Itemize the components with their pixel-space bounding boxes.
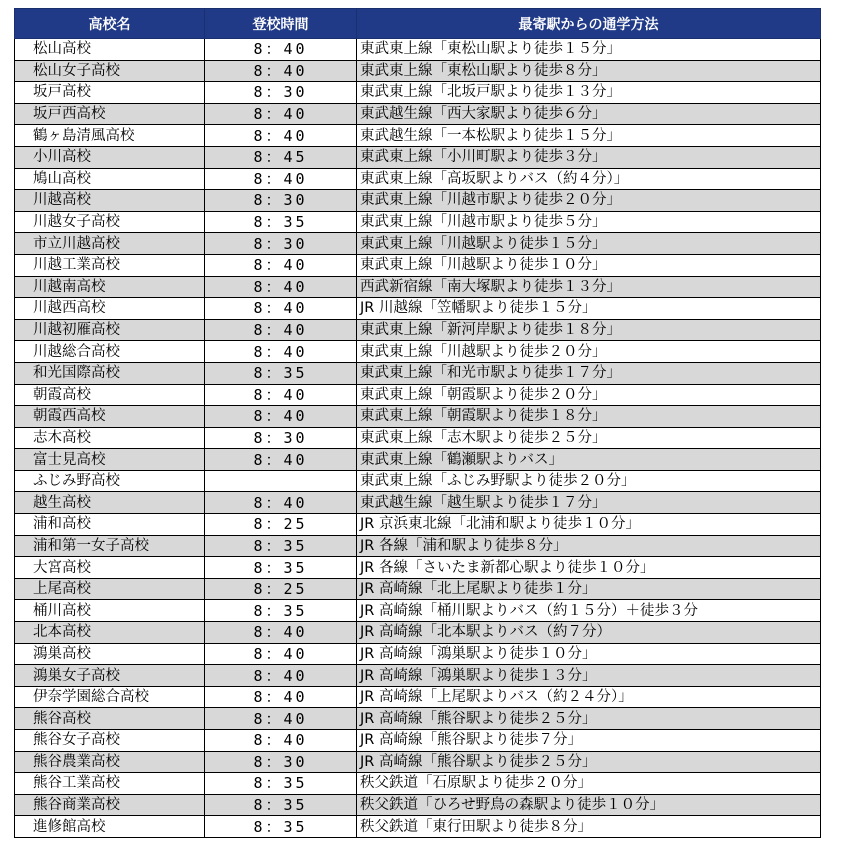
arrival-time-cell: 8：40 — [205, 341, 357, 363]
table-row — [15, 557, 821, 579]
commute-route-cell: 東武東上線「北坂戸駅より徒歩１３分」 — [357, 82, 821, 104]
school-name-cell: 富士見高校 — [15, 449, 205, 471]
school-name-cell: 川越総合高校 — [15, 341, 205, 363]
commute-route-cell: JR 高崎線「鴻巣駅より徒歩１０分」 — [357, 643, 821, 665]
school-name-cell: 浦和第一女子高校 — [15, 535, 205, 557]
table-row — [15, 794, 821, 816]
arrival-time-cell: 8：40 — [205, 384, 357, 406]
table-row — [15, 233, 821, 255]
table-row — [15, 211, 821, 233]
arrival-time-cell: 8：35 — [205, 773, 357, 795]
arrival-time-cell: 8：40 — [205, 39, 357, 61]
commute-route-cell: 東武越生線「越生駅より徒歩１７分」 — [357, 492, 821, 514]
school-name-cell: 熊谷女子高校 — [15, 730, 205, 752]
table-row — [15, 319, 821, 341]
school-name-cell: 熊谷工業高校 — [15, 773, 205, 795]
commute-route-cell: JR 高崎線「上尾駅よりバス（約２４分）」 — [357, 686, 821, 708]
arrival-time-cell: 8：40 — [205, 254, 357, 276]
commute-route-cell: 東武東上線「和光市駅より徒歩１７分」 — [357, 362, 821, 384]
arrival-time-cell: 8：25 — [205, 578, 357, 600]
arrival-time-cell: 8：30 — [205, 427, 357, 449]
arrival-time-cell: 8：40 — [205, 665, 357, 687]
commute-route-cell: 東武越生線「西大家駅より徒歩６分」 — [357, 103, 821, 125]
school-name-cell: 熊谷商業高校 — [15, 794, 205, 816]
header-row — [15, 9, 821, 39]
table-row — [15, 514, 821, 536]
table-row — [15, 125, 821, 147]
arrival-time-cell: 8：45 — [205, 146, 357, 168]
table-row — [15, 362, 821, 384]
school-name-cell: 上尾高校 — [15, 578, 205, 600]
school-name-cell: ふじみ野高校 — [15, 470, 205, 492]
school-name-cell: 朝霞高校 — [15, 384, 205, 406]
school-name-cell: 市立川越高校 — [15, 233, 205, 255]
commute-route-cell: JR 高崎線「北上尾駅より徒歩１分」 — [357, 578, 821, 600]
commute-route-cell: 東武東上線「東松山駅より徒歩８分」 — [357, 60, 821, 82]
table-row — [15, 298, 821, 320]
arrival-time-cell: 8：40 — [205, 449, 357, 471]
school-name-cell: 北本高校 — [15, 622, 205, 644]
school-name-cell: 川越高校 — [15, 190, 205, 212]
table-row — [15, 578, 821, 600]
table-row — [15, 600, 821, 622]
school-name-cell: 志木高校 — [15, 427, 205, 449]
table-row — [15, 751, 821, 773]
table-header — [15, 9, 821, 39]
arrival-time-cell: 8：35 — [205, 362, 357, 384]
commute-route-cell: 東武東上線「東松山駅より徒歩１５分」 — [357, 39, 821, 61]
school-name-cell: 進修館高校 — [15, 816, 205, 838]
table-row — [15, 39, 821, 61]
school-name-cell: 和光国際高校 — [15, 362, 205, 384]
table-row — [15, 773, 821, 795]
header-commute-route: 最寄駅からの通学方法 — [357, 9, 821, 39]
commute-route-cell: 東武東上線「川越駅より徒歩２０分」 — [357, 341, 821, 363]
commute-route-cell: 東武東上線「ふじみ野駅より徒歩２０分」 — [357, 470, 821, 492]
table-row — [15, 470, 821, 492]
table-row — [15, 622, 821, 644]
school-name-cell: 鴻巣女子高校 — [15, 665, 205, 687]
commute-route-cell: JR 高崎線「北本駅よりバス（約７分） — [357, 622, 821, 644]
table-row — [15, 686, 821, 708]
arrival-time-cell: 8：25 — [205, 514, 357, 536]
table-row — [15, 708, 821, 730]
commute-route-cell: 東武東上線「朝霞駅より徒歩２０分」 — [357, 384, 821, 406]
commute-route-cell: 秩父鉄道「石原駅より徒歩２０分」 — [357, 773, 821, 795]
commute-route-cell: 東武東上線「川越駅より徒歩１５分」 — [357, 233, 821, 255]
school-name-cell: 坂戸西高校 — [15, 103, 205, 125]
school-name-cell: 朝霞西高校 — [15, 406, 205, 428]
commute-route-cell: 秩父鉄道「ひろせ野鳥の森駅より徒歩１０分」 — [357, 794, 821, 816]
table-row — [15, 665, 821, 687]
arrival-time-cell: 8：35 — [205, 600, 357, 622]
school-name-cell: 川越南高校 — [15, 276, 205, 298]
arrival-time-cell: 8：40 — [205, 708, 357, 730]
school-name-cell: 大宮高校 — [15, 557, 205, 579]
school-name-cell: 川越工業高校 — [15, 254, 205, 276]
commute-route-cell: 東武東上線「鶴瀬駅よりバス」 — [357, 449, 821, 471]
commute-route-cell: 東武東上線「川越市駅より徒歩５分」 — [357, 211, 821, 233]
arrival-time-cell: 8：30 — [205, 190, 357, 212]
arrival-time-cell: 8：40 — [205, 492, 357, 514]
commute-route-cell: 東武東上線「高坂駅よりバス（約４分）」 — [357, 168, 821, 190]
arrival-time-cell: 8：40 — [205, 125, 357, 147]
school-name-cell: 鴻巣高校 — [15, 643, 205, 665]
arrival-time-cell: 8：40 — [205, 622, 357, 644]
arrival-time-cell: 8：30 — [205, 233, 357, 255]
school-name-cell: 鳩山高校 — [15, 168, 205, 190]
table-row — [15, 643, 821, 665]
commute-route-cell: 東武東上線「川越駅より徒歩１０分」 — [357, 254, 821, 276]
school-name-cell: 川越女子高校 — [15, 211, 205, 233]
commute-route-cell: 秩父鉄道「東行田駅より徒歩８分」 — [357, 816, 821, 838]
table-row — [15, 816, 821, 838]
table-row — [15, 535, 821, 557]
header-school-name: 高校名 — [15, 9, 205, 39]
arrival-time-cell: 8：40 — [205, 276, 357, 298]
commute-route-cell: 東武東上線「朝霞駅より徒歩１８分」 — [357, 406, 821, 428]
commute-table — [14, 8, 821, 838]
school-name-cell: 浦和高校 — [15, 514, 205, 536]
arrival-time-cell: 8：40 — [205, 60, 357, 82]
arrival-time-cell: 8：35 — [205, 794, 357, 816]
arrival-time-cell: 8：40 — [205, 643, 357, 665]
table-row — [15, 730, 821, 752]
table-row — [15, 384, 821, 406]
table-row — [15, 103, 821, 125]
table-row — [15, 168, 821, 190]
table-row — [15, 190, 821, 212]
commute-route-cell: JR 高崎線「鴻巣駅より徒歩１３分」 — [357, 665, 821, 687]
school-name-cell: 坂戸高校 — [15, 82, 205, 104]
school-name-cell: 川越西高校 — [15, 298, 205, 320]
commute-route-cell: 東武越生線「一本松駅より徒歩１５分」 — [357, 125, 821, 147]
commute-route-cell: JR 川越線「笠幡駅より徒歩１５分」 — [357, 298, 821, 320]
school-name-cell: 熊谷農業高校 — [15, 751, 205, 773]
school-name-cell: 松山女子高校 — [15, 60, 205, 82]
arrival-time-cell: 8：30 — [205, 82, 357, 104]
commute-route-cell: 西武新宿線「南大塚駅より徒歩１３分」 — [357, 276, 821, 298]
commute-route-cell: 東武東上線「小川町駅より徒歩３分」 — [357, 146, 821, 168]
arrival-time-cell: 8：40 — [205, 319, 357, 341]
arrival-time-cell: 8：40 — [205, 168, 357, 190]
school-name-cell: 鶴ヶ島清風高校 — [15, 125, 205, 147]
table-row — [15, 254, 821, 276]
arrival-time-cell: 8：40 — [205, 686, 357, 708]
school-name-cell: 松山高校 — [15, 39, 205, 61]
arrival-time-cell: 8：35 — [205, 816, 357, 838]
commute-route-cell: 東武東上線「川越市駅より徒歩２０分」 — [357, 190, 821, 212]
table-row — [15, 427, 821, 449]
table-row — [15, 406, 821, 428]
school-name-cell: 桶川高校 — [15, 600, 205, 622]
header-arrival-time: 登校時間 — [205, 9, 357, 39]
arrival-time-cell: 8：35 — [205, 535, 357, 557]
table-row — [15, 82, 821, 104]
arrival-time-cell: 8：40 — [205, 103, 357, 125]
arrival-time-cell: 8：40 — [205, 298, 357, 320]
table-row — [15, 276, 821, 298]
arrival-time-cell: 8：30 — [205, 751, 357, 773]
table-body — [15, 39, 821, 838]
commute-route-cell: JR 高崎線「熊谷駅より徒歩２５分」 — [357, 708, 821, 730]
arrival-time-cell: 8：35 — [205, 211, 357, 233]
table-row — [15, 60, 821, 82]
commute-route-cell: JR 京浜東北線「北浦和駅より徒歩１０分」 — [357, 514, 821, 536]
commute-route-cell: JR 高崎線「熊谷駅より徒歩２５分」 — [357, 751, 821, 773]
table-row — [15, 341, 821, 363]
arrival-time-cell: 8：40 — [205, 730, 357, 752]
commute-route-cell: 東武東上線「新河岸駅より徒歩１８分」 — [357, 319, 821, 341]
table-row — [15, 449, 821, 471]
school-name-cell: 川越初雁高校 — [15, 319, 205, 341]
school-name-cell: 越生高校 — [15, 492, 205, 514]
school-name-cell: 伊奈学園総合高校 — [15, 686, 205, 708]
school-name-cell: 熊谷高校 — [15, 708, 205, 730]
arrival-time-cell: 8：40 — [205, 406, 357, 428]
commute-route-cell: JR 各線「浦和駅より徒歩８分」 — [357, 535, 821, 557]
commute-route-cell: JR 各線「さいたま新都心駅より徒歩１０分」 — [357, 557, 821, 579]
commute-table-container — [14, 8, 820, 838]
commute-route-cell: JR 高崎線「熊谷駅より徒歩７分」 — [357, 730, 821, 752]
table-row — [15, 146, 821, 168]
commute-route-cell: 東武東上線「志木駅より徒歩２５分」 — [357, 427, 821, 449]
school-name-cell: 小川高校 — [15, 146, 205, 168]
table-row — [15, 492, 821, 514]
arrival-time-cell — [205, 470, 357, 492]
arrival-time-cell: 8：35 — [205, 557, 357, 579]
commute-route-cell: JR 高崎線「桶川駅よりバス（約１５分）＋徒歩３分 — [357, 600, 821, 622]
